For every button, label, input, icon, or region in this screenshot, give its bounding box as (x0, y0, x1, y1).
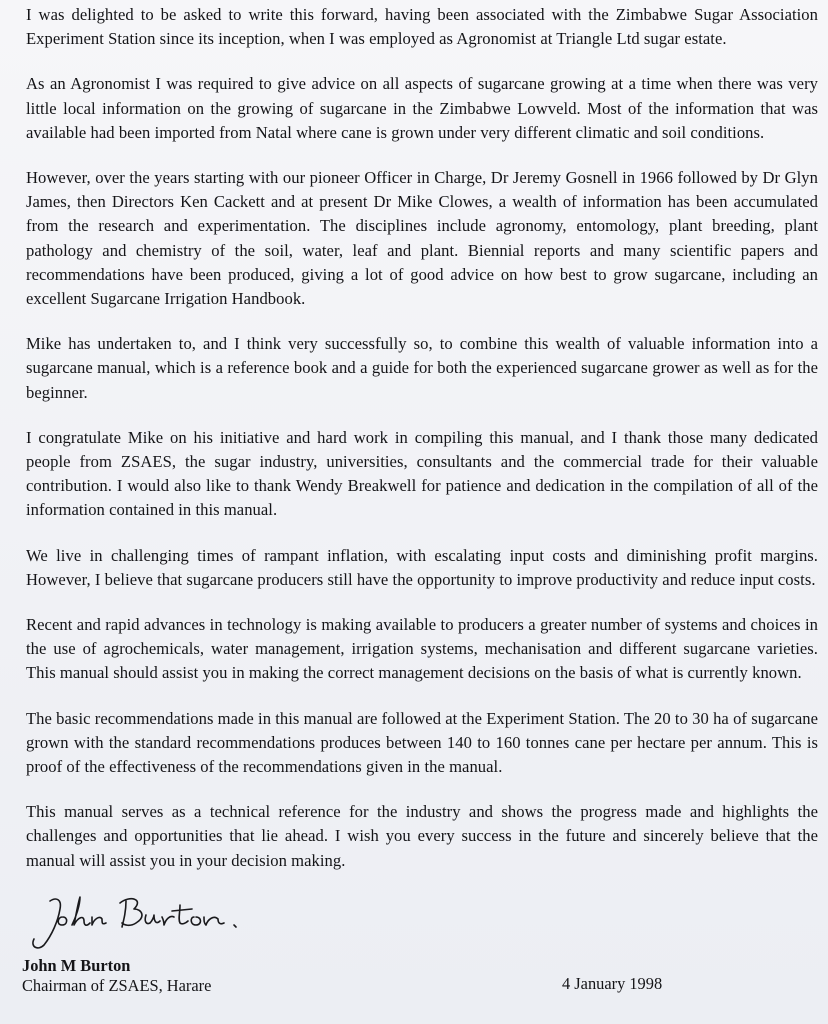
signatory-name: John M Burton (22, 956, 131, 975)
paragraph-1: I was delighted to be asked to write this forward, having been associated with the Zimbabwe Sugar Association Experiment Station since its inception, when I was employed as Agronomist at Triangle Ltd sugar estate. (26, 5, 818, 49)
paragraph-5: I congratulate Mike on his initiative and hard work in compiling this manual, and I thank those many dedicated people from ZSAES, the sugar industry, universities, consultants and the commercial trade for their valuable contribution. I would also like to thank Wendy Breakwell for patience and dedication in the compilation of all of the information contained in this manual. (26, 427, 818, 520)
paragraph-9: This manual serves as a technical reference for the industry and shows the progress made and highlights the challenges and opportunities that lie ahead. I wish you every success in the future and sincerely believe that the manual will assist you in your decision making. (26, 802, 818, 870)
paragraph-2: As an Agronomist I was required to give advice on all aspects of sugarcane growing at a time when there was very little local information on the growing of sugarcane in the Zimbabwe Lowveld. Most of the information that was available had been imported from Natal where cane is grown under very different climatic and soil conditions. (26, 74, 818, 142)
paragraph-6: We live in challenging times of rampant inflation, with escalating input costs and diminishing profit margins. However, I believe that sugarcane producers still have the opportunity to improve productivity and reduce input costs. (26, 545, 818, 589)
paragraph-8: The basic recommendations made in this manual are followed at the Experiment Station. The 20 to 30 ha of sugarcane grown with the standard recommendations produces between 140 to 160 tonnes cane per hectare per annum. This is proof of the effectiveness of the recommendations given in the manual. (26, 708, 818, 777)
signature-scribble (22, 887, 252, 959)
paragraph-4: Mike has undertaken to, and I think very successfully so, to combine this wealth of valuable information into a sugarcane manual, which is a reference book and a guide for both the experienced sugarcane grower as well as for the beginner. (26, 334, 818, 402)
paragraph-7: Recent and rapid advances in technology is making available to producers a greater number of systems and choices in the use of agrochemicals, water management, irrigation systems, mechanisation and different sugarcane varieties. This manual should assist you in making the correct management decisions on the basis of what is currently known. (26, 615, 818, 683)
document-date: 4 January 1998 (562, 974, 663, 993)
foreword-body (26, 3, 818, 894)
signatory-title: Chairman of ZSAES, Harare (22, 976, 212, 995)
paragraph-3: However, over the years starting with our pioneer Officer in Charge, Dr Jeremy Gosnell in 1966 followed by Dr Glyn James, then Directors Ken Cackett and at present Dr Mike Clowes, a wealth of information has been accumulated from the research and experimentation. The disciplines include agronomy, entomology, plant breeding, plant pathology and chemistry of the soil, water, leaf and plant. Biennial reports and many scientific papers and recommendations have been produced, giving a lot of good advice on how best to grow sugarcane, including an excellent Sugarcane Irrigation Handbook. (26, 168, 818, 309)
handwritten-signature (22, 887, 252, 959)
